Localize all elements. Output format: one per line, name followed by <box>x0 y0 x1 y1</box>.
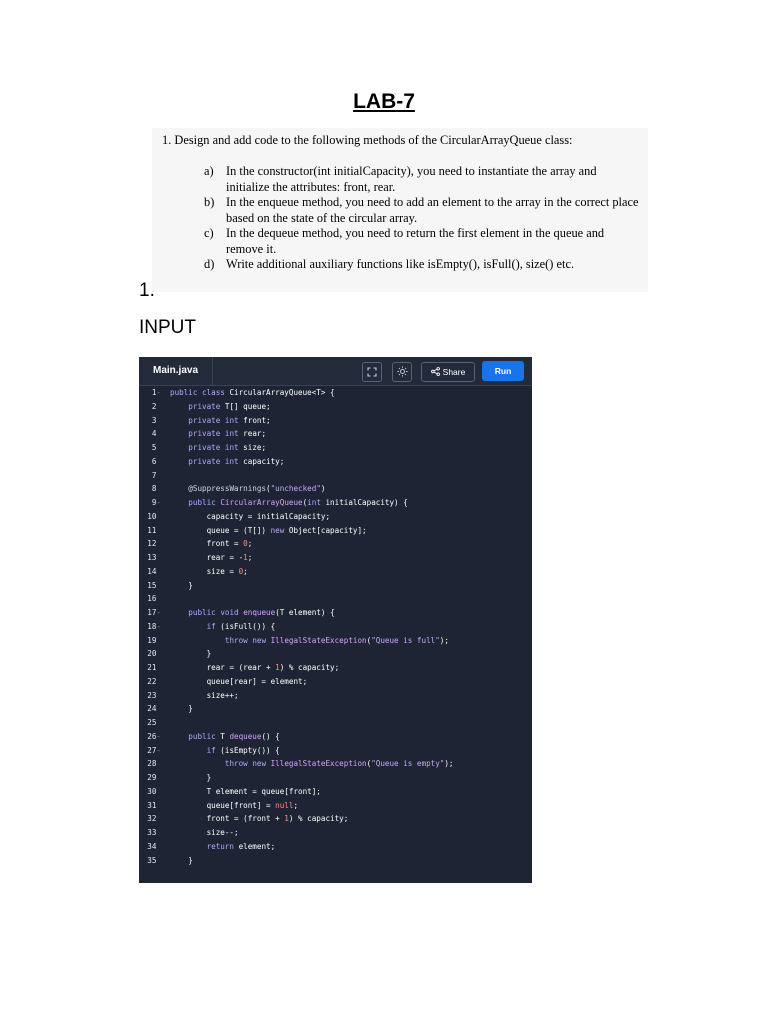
code-text: if (isEmpty()) { <box>206 745 280 755</box>
line-number: 19 <box>147 635 161 645</box>
code-line[interactable] <box>139 744 532 758</box>
code-line[interactable] <box>139 441 532 455</box>
line-number: 21 <box>147 663 161 672</box>
code-text: front = 0; <box>170 539 253 549</box>
code-line[interactable] <box>139 524 532 538</box>
code-line[interactable] <box>139 455 532 469</box>
task-description <box>152 128 648 292</box>
line-number: 8 <box>151 484 161 494</box>
line-number: 25 <box>147 718 161 727</box>
fullscreen-icon[interactable] <box>362 362 382 382</box>
code-line[interactable] <box>139 414 532 428</box>
code-text: public CircularArrayQueue(int initialCapacity) { <box>188 498 408 507</box>
section-label: INPUT <box>139 317 196 338</box>
item-text: Write additional auxiliary functions like isEmpty(), isFull(), size() etc. <box>226 257 575 271</box>
line-number: 33 <box>147 828 161 837</box>
code-line[interactable] <box>139 716 532 730</box>
item-marker: c) <box>204 226 214 240</box>
line-number: 1- <box>151 388 161 397</box>
lab-title: LAB-7 <box>353 90 415 113</box>
share-label: Share <box>442 367 466 377</box>
line-number: 22 <box>147 676 161 686</box>
line-number: 2 <box>151 401 161 411</box>
code-line[interactable] <box>139 647 532 661</box>
code-text: } <box>170 855 193 865</box>
code-text: private int rear; <box>188 429 267 439</box>
item-marker: b) <box>204 195 215 209</box>
line-number: 7 <box>151 470 161 480</box>
code-line[interactable] <box>139 826 532 840</box>
code-text: private int front; <box>188 415 271 425</box>
code-line[interactable] <box>139 702 532 716</box>
code-line[interactable] <box>139 785 532 799</box>
line-number: 23 <box>147 690 161 700</box>
code-line[interactable] <box>139 592 532 606</box>
code-text: if (isFull()) { <box>206 621 276 631</box>
line-number: 13 <box>147 553 161 562</box>
code-text: @SuppressWarnings("unchecked") <box>188 484 326 494</box>
code-text: size--; <box>170 828 239 837</box>
theme-icon[interactable] <box>392 362 412 382</box>
share-button[interactable] <box>421 362 475 382</box>
line-number: 10 <box>147 511 161 521</box>
code-line[interactable] <box>139 689 532 703</box>
task-main-text: 1. Design and add code to the following methods of the CircularArrayQueue class: <box>162 133 573 147</box>
code-line[interactable] <box>139 840 532 854</box>
task-item-c <box>204 226 640 257</box>
line-number: 30 <box>147 786 161 796</box>
code-line[interactable] <box>139 579 532 593</box>
line-number: 34 <box>147 841 161 851</box>
code-line[interactable] <box>139 400 532 414</box>
code-text: private T[] queue; <box>188 401 271 411</box>
code-line[interactable] <box>139 551 532 565</box>
line-number: 20 <box>147 649 161 659</box>
line-number: 9- <box>151 498 161 507</box>
line-number: 16 <box>147 594 161 604</box>
task-item-d <box>204 257 640 273</box>
code-line[interactable] <box>139 757 532 771</box>
code-text: T element = queue[front]; <box>170 786 321 796</box>
code-text: rear = -1; <box>170 553 253 562</box>
code-text: size = 0; <box>170 566 248 576</box>
code-line[interactable] <box>139 496 532 510</box>
line-number: 31 <box>147 800 161 810</box>
line-number: 6 <box>151 456 161 466</box>
code-line[interactable] <box>139 565 532 579</box>
line-number: 18- <box>147 621 161 631</box>
line-number: 26- <box>147 731 161 741</box>
item-text: In the constructor(int initialCapacity), you need to instantiate the array and initialize the attributes: front, rear. <box>226 164 597 194</box>
line-number: 15 <box>147 580 161 590</box>
item-marker: d) <box>204 257 215 271</box>
code-line[interactable] <box>139 510 532 524</box>
code-text: queue[rear] = element; <box>170 676 308 686</box>
code-text: queue = (T[]) new Object[capacity]; <box>170 525 367 535</box>
code-line[interactable] <box>139 799 532 813</box>
code-text: front = (front + 1) % capacity; <box>170 814 349 824</box>
code-text: } <box>170 580 193 590</box>
code-line[interactable] <box>139 812 532 826</box>
item-marker: a) <box>204 164 214 178</box>
code-text: throw new IllegalStateException("Queue is empty"); <box>224 759 454 769</box>
code-line[interactable] <box>139 661 532 675</box>
line-number: 5 <box>151 443 161 452</box>
code-text: rear = (rear + 1) % capacity; <box>170 663 340 672</box>
line-number: 32 <box>147 814 161 824</box>
code-line[interactable] <box>139 620 532 634</box>
item-text: In the enqueue method, you need to add an element to the array in the correct place based on the state of the circular array. <box>226 195 639 225</box>
code-text: public class CircularArrayQueue<T> { <box>170 388 335 397</box>
code-text: queue[front] = null; <box>170 800 299 810</box>
code-area[interactable] <box>139 386 532 867</box>
code-text: public T dequeue() { <box>188 731 280 741</box>
line-number: 29 <box>147 773 161 782</box>
line-number: 35 <box>147 855 161 865</box>
line-number: 27- <box>147 745 161 755</box>
code-text: return element; <box>206 841 276 851</box>
code-text: private int capacity; <box>188 456 285 466</box>
code-line[interactable] <box>139 427 532 441</box>
code-line[interactable] <box>139 537 532 551</box>
line-number: 3 <box>151 415 161 425</box>
code-line[interactable] <box>139 606 532 620</box>
code-editor-screenshot <box>139 357 532 883</box>
code-line[interactable] <box>139 675 532 689</box>
code-line[interactable] <box>139 469 532 483</box>
task-item-a <box>204 164 640 195</box>
task-subitems <box>204 164 640 273</box>
code-text: capacity = initialCapacity; <box>170 511 331 521</box>
code-text: throw new IllegalStateException("Queue is full"); <box>224 635 449 645</box>
editor-toolbar <box>139 357 532 386</box>
line-number: 4 <box>151 429 161 439</box>
line-number: 17- <box>147 608 161 617</box>
item-text: In the dequeue method, you need to return the first element in the queue and remove it. <box>226 226 605 256</box>
task-item-b <box>204 195 640 226</box>
line-number: 28 <box>147 759 161 769</box>
line-number: 14 <box>147 566 161 576</box>
code-line[interactable] <box>139 482 532 496</box>
section-number: 1. <box>139 280 155 301</box>
code-text: } <box>170 704 193 714</box>
code-text: } <box>170 649 212 659</box>
run-button[interactable]: Run <box>482 361 524 381</box>
code-text: size++; <box>170 690 239 700</box>
line-number: 24 <box>147 704 161 714</box>
code-line[interactable] <box>139 634 532 648</box>
line-number: 11 <box>147 525 161 535</box>
code-line[interactable] <box>139 730 532 744</box>
file-tab[interactable]: Main.java <box>139 357 213 385</box>
line-number: 12 <box>147 539 161 549</box>
share-icon <box>431 367 440 376</box>
code-line[interactable] <box>139 386 532 400</box>
code-line[interactable] <box>139 854 532 868</box>
code-text: public void enqueue(T element) { <box>188 608 335 617</box>
code-text: private int size; <box>188 443 267 452</box>
code-text: } <box>170 773 212 782</box>
code-line[interactable] <box>139 771 532 785</box>
